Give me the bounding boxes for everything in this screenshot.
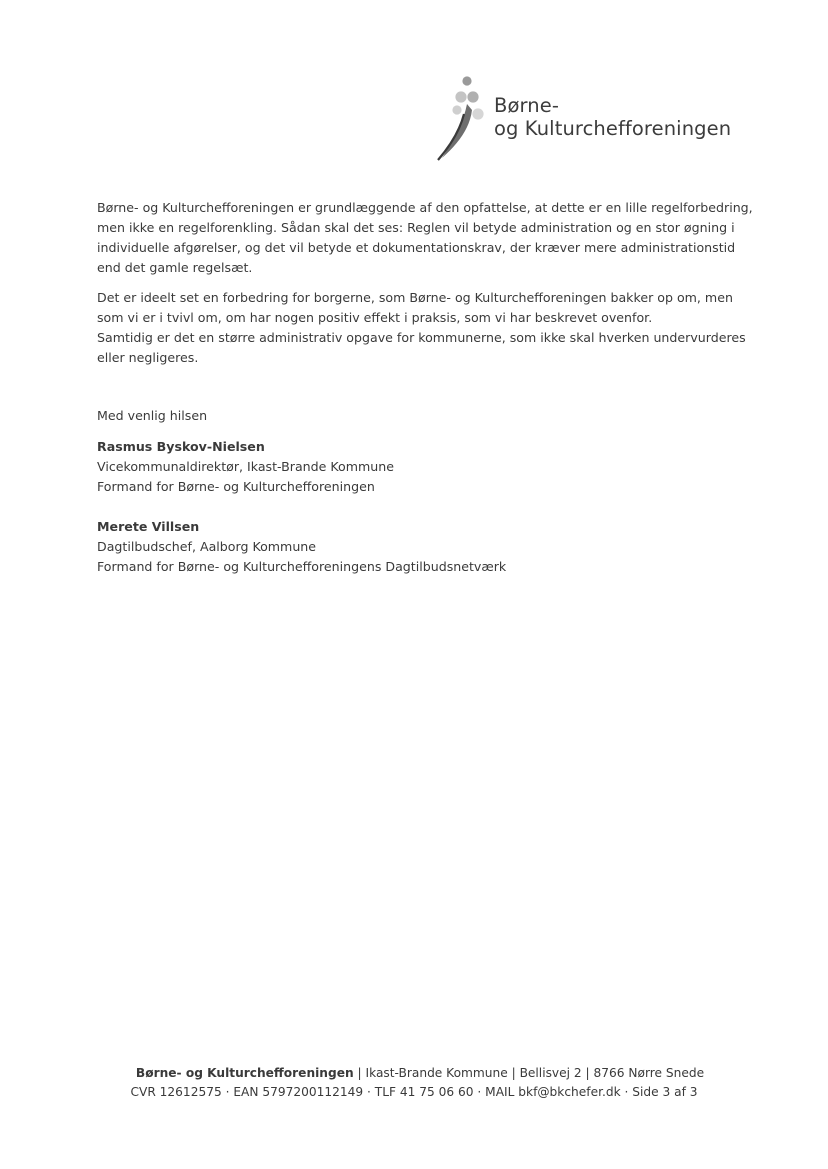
org-name-line2: og Kulturchefforeningen — [494, 117, 732, 140]
paragraph-1: Børne- og Kulturchefforeningen er grundlæggende af den opfattelse, at dette er en lille regelforbedring, men ikke en regelforenkling. Sådan skal det ses: Reglen vil betyde administration og en stor øgning i individuelle afgørelser, og det vil betyde et dokumentationskrav, der kræver mere administrationstid end det gamle regelsæt. — [97, 200, 753, 275]
signatory-title: Dagtilbudschef, Aalborg Kommune — [97, 539, 317, 554]
letterhead-logo — [434, 74, 784, 164]
organization-name — [494, 94, 731, 140]
footer-org-name: Børne- og Kulturchefforeningen — [135, 1066, 354, 1080]
logo-emblem-icon — [434, 74, 494, 164]
closing-greeting: Med venlig hilsen — [97, 408, 208, 423]
signature-block-2 — [97, 517, 757, 577]
footer-address: | Ikast-Brande Kommune | Bellisvej 2 | 8766 Nørre Snede — [353, 1066, 705, 1080]
footer-line-2: CVR 12612575 · EAN 5797200112149 · TLF 41 75 06 60 · MAIL bkf@bkchefer.dk · Side 3 af 3 — [130, 1085, 698, 1099]
signature-block-1 — [97, 437, 757, 497]
signatory-title: Vicekommunaldirektør, Ikast-Brande Kommune — [97, 459, 394, 474]
paragraph-3: Samtidig er det en større administrativ opgave for kommunerne, som ikke skal hverken undervurderes eller negligeres. — [97, 330, 746, 365]
footer-line-1 — [0, 1064, 828, 1083]
paragraph-2: Det er ideelt set en forbedring for borgerne, som Børne- og Kulturchefforeningen bakker op om, men som vi er i tvivl om, om har nogen positiv effekt i praksis, som vi har beskrevet ovenfor. — [97, 290, 733, 325]
signatory-role: Formand for Børne- og Kulturchefforeningen — [97, 479, 375, 494]
letter-body — [97, 198, 757, 577]
org-name-line1: Børne- — [494, 94, 559, 117]
signatory-name: Merete Villsen — [97, 519, 200, 534]
signatory-name: Rasmus Byskov-Nielsen — [97, 439, 265, 454]
signatory-role: Formand for Børne- og Kulturchefforeningens Dagtilbudsnetværk — [97, 559, 507, 574]
page-footer — [0, 1064, 828, 1102]
